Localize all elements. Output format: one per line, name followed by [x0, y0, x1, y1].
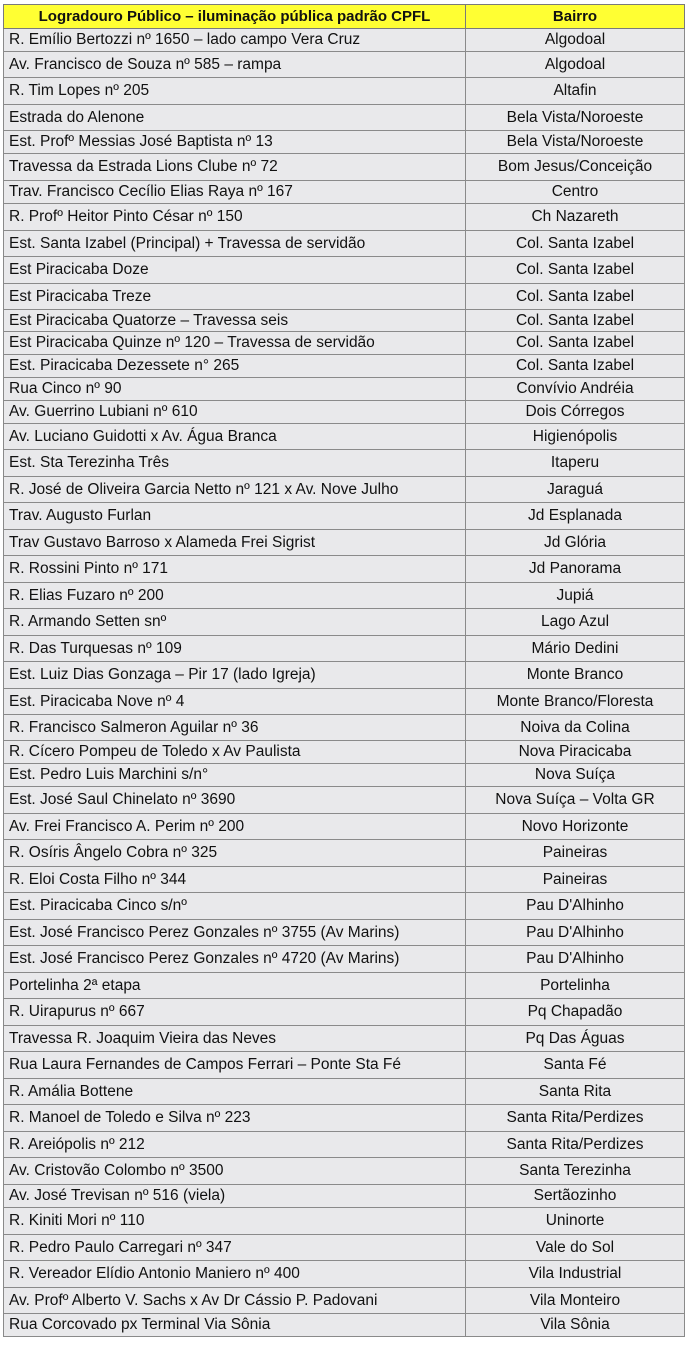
bairro-cell: Bela Vista/Noroeste [466, 131, 685, 154]
bairro-cell: Jd Panorama [466, 556, 685, 583]
logradouro-cell: R. Profº Heitor Pinto César nº 150 [4, 204, 466, 231]
logradouro-cell: R. Manoel de Toledo e Silva nº 223 [4, 1105, 466, 1132]
bairro-cell: Santa Terezinha [466, 1158, 685, 1185]
table-row [4, 1026, 685, 1052]
logradouro-cell: R. Areiópolis nº 212 [4, 1132, 466, 1158]
table-row [4, 556, 685, 583]
table-row [4, 1208, 685, 1235]
bairro-cell: Dois Córregos [466, 401, 685, 424]
logradouro-cell: Est. José Francisco Perez Gonzales nº 3755 (Av Marins) [4, 920, 466, 946]
logradouro-cell: Av. Francisco de Souza nº 585 – rampa [4, 52, 466, 78]
logradouro-cell: Av. Profº Alberto V. Sachs x Av Dr Cássio P. Padovani [4, 1288, 466, 1314]
table-row [4, 530, 685, 556]
logradouro-cell: R. Pedro Paulo Carregari nº 347 [4, 1235, 466, 1261]
logradouro-cell: R. Tim Lopes nº 205 [4, 78, 466, 105]
logradouro-cell: R. Elias Fuzaro nº 200 [4, 583, 466, 609]
logradouro-cell: Est. Piracicaba Cinco s/nº [4, 893, 466, 920]
logradouro-cell: R. Francisco Salmeron Aguilar nº 36 [4, 715, 466, 741]
logradouro-cell: R. Rossini Pinto nº 171 [4, 556, 466, 583]
bairro-cell: Pq Chapadão [466, 999, 685, 1026]
bairro-cell: Jupiá [466, 583, 685, 609]
logradouro-cell: Estrada do Alenone [4, 105, 466, 131]
logradouro-cell: R. Emílio Bertozzi nº 1650 – lado campo Vera Cruz [4, 29, 466, 52]
logradouro-cell: Travessa R. Joaquim Vieira das Neves [4, 1026, 466, 1052]
bairro-cell: Nova Suíça [466, 764, 685, 787]
logradouro-cell: Est Piracicaba Quatorze – Travessa seis [4, 310, 466, 332]
table-row [4, 840, 685, 867]
logradouro-cell: R. Amália Bottene [4, 1079, 466, 1105]
logradouro-cell: R. Osíris Ângelo Cobra nº 325 [4, 840, 466, 867]
bairro-cell: Monte Branco/Floresta [466, 689, 685, 715]
table-row [4, 764, 685, 787]
bairro-cell: Algodoal [466, 52, 685, 78]
bairro-cell: Col. Santa Izabel [466, 355, 685, 378]
logradouro-cell: Est. Piracicaba Nove nº 4 [4, 689, 466, 715]
bairro-cell: Monte Branco [466, 662, 685, 689]
table-row [4, 52, 685, 78]
logradouro-cell: Est. Piracicaba Dezessete n° 265 [4, 355, 466, 378]
table-row [4, 920, 685, 946]
bairro-cell: Novo Horizonte [466, 814, 685, 840]
bairro-cell: Col. Santa Izabel [466, 284, 685, 310]
table-row [4, 1079, 685, 1105]
bairro-cell: Lago Azul [466, 609, 685, 636]
bairro-cell: Vila Sônia [466, 1314, 685, 1337]
logradouro-cell: R. Cícero Pompeu de Toledo x Av Paulista [4, 741, 466, 764]
table-row [4, 662, 685, 689]
bairro-cell: Itaperu [466, 450, 685, 477]
logradouro-cell: Portelinha 2ª etapa [4, 973, 466, 999]
logradouro-cell: Av. José Trevisan nº 516 (viela) [4, 1185, 466, 1208]
table-row [4, 284, 685, 310]
bairro-cell: Pau D'Alhinho [466, 946, 685, 973]
logradouro-cell: Av. Cristovão Colombo nº 3500 [4, 1158, 466, 1185]
bairro-cell: Paineiras [466, 840, 685, 867]
logradouro-cell: Est. Profº Messias José Baptista nº 13 [4, 131, 466, 154]
street-lighting-table [3, 4, 685, 1337]
table-row [4, 946, 685, 973]
table-row [4, 78, 685, 105]
logradouro-cell: Est. Santa Izabel (Principal) + Travessa de servidão [4, 231, 466, 257]
logradouro-cell: Est Piracicaba Quinze nº 120 – Travessa de servidão [4, 332, 466, 355]
table-header-row [4, 5, 685, 29]
logradouro-cell: R. Armando Setten snº [4, 609, 466, 636]
bairro-cell: Paineiras [466, 867, 685, 893]
logradouro-cell: Travessa da Estrada Lions Clube nº 72 [4, 154, 466, 181]
table-row [4, 231, 685, 257]
table-row [4, 715, 685, 741]
bairro-cell: Portelinha [466, 973, 685, 999]
logradouro-cell: Est. José Saul Chinelato nº 3690 [4, 787, 466, 814]
bairro-cell: Col. Santa Izabel [466, 257, 685, 284]
logradouro-cell: Rua Cinco nº 90 [4, 378, 466, 401]
bairro-cell: Vila Industrial [466, 1261, 685, 1288]
bairro-cell: Higienópolis [466, 424, 685, 450]
bairro-cell: Col. Santa Izabel [466, 231, 685, 257]
table-row [4, 355, 685, 378]
bairro-cell: Vila Monteiro [466, 1288, 685, 1314]
table-row [4, 1235, 685, 1261]
bairro-cell: Vale do Sol [466, 1235, 685, 1261]
table-row [4, 1185, 685, 1208]
logradouro-cell: R. Das Turquesas nº 109 [4, 636, 466, 662]
table-row [4, 1261, 685, 1288]
logradouro-cell: R. Eloi Costa Filho nº 344 [4, 867, 466, 893]
table-row [4, 105, 685, 131]
bairro-cell: Centro [466, 181, 685, 204]
logradouro-cell: Rua Corcovado px Terminal Via Sônia [4, 1314, 466, 1337]
logradouro-cell: R. Vereador Elídio Antonio Maniero nº 400 [4, 1261, 466, 1288]
bairro-cell: Col. Santa Izabel [466, 310, 685, 332]
table-row [4, 1314, 685, 1337]
logradouro-cell: Est Piracicaba Doze [4, 257, 466, 284]
bairro-cell: Pq Das Águas [466, 1026, 685, 1052]
logradouro-cell: Est. Pedro Luis Marchini s/n° [4, 764, 466, 787]
table-row [4, 204, 685, 231]
table-row [4, 424, 685, 450]
table-row [4, 29, 685, 52]
bairro-cell: Mário Dedini [466, 636, 685, 662]
logradouro-cell: R. Uirapurus nº 667 [4, 999, 466, 1026]
table-row [4, 503, 685, 530]
table-row [4, 787, 685, 814]
table-row [4, 636, 685, 662]
table-row [4, 450, 685, 477]
logradouro-cell: Av. Frei Francisco A. Perim nº 200 [4, 814, 466, 840]
table-row [4, 1052, 685, 1079]
bairro-cell: Col. Santa Izabel [466, 332, 685, 355]
bairro-cell: Sertãozinho [466, 1185, 685, 1208]
bairro-cell: Pau D'Alhinho [466, 893, 685, 920]
logradouro-cell: Trav Gustavo Barroso x Alameda Frei Sigrist [4, 530, 466, 556]
table-row [4, 1132, 685, 1158]
logradouro-cell: Est. Luiz Dias Gonzaga – Pir 17 (lado Igreja) [4, 662, 466, 689]
header-logradouro: Logradouro Público – iluminação pública padrão CPFL [4, 5, 466, 29]
table-row [4, 814, 685, 840]
bairro-cell: Altafin [466, 78, 685, 105]
table-row [4, 131, 685, 154]
table-row [4, 583, 685, 609]
table-row [4, 181, 685, 204]
bairro-cell: Convívio Andréia [466, 378, 685, 401]
bairro-cell: Nova Suíça – Volta GR [466, 787, 685, 814]
logradouro-cell: Av. Luciano Guidotti x Av. Água Branca [4, 424, 466, 450]
bairro-cell: Santa Rita/Perdizes [466, 1132, 685, 1158]
header-bairro: Bairro [466, 5, 685, 29]
table-row [4, 1158, 685, 1185]
bairro-cell: Ch Nazareth [466, 204, 685, 231]
bairro-cell: Uninorte [466, 1208, 685, 1235]
table-row [4, 154, 685, 181]
table-row [4, 999, 685, 1026]
bairro-cell: Nova Piracicaba [466, 741, 685, 764]
bairro-cell: Pau D'Alhinho [466, 920, 685, 946]
bairro-cell: Noiva da Colina [466, 715, 685, 741]
table-row [4, 973, 685, 999]
table-row [4, 1105, 685, 1132]
table-row [4, 867, 685, 893]
table-row [4, 741, 685, 764]
table-row [4, 893, 685, 920]
bairro-cell: Santa Rita [466, 1079, 685, 1105]
bairro-cell: Santa Fé [466, 1052, 685, 1079]
table-row [4, 477, 685, 503]
bairro-cell: Jd Esplanada [466, 503, 685, 530]
table-body [4, 29, 685, 1337]
table-row [4, 1288, 685, 1314]
table-row [4, 401, 685, 424]
logradouro-cell: Est Piracicaba Treze [4, 284, 466, 310]
bairro-cell: Jaraguá [466, 477, 685, 503]
bairro-cell: Algodoal [466, 29, 685, 52]
logradouro-cell: Est. José Francisco Perez Gonzales nº 4720 (Av Marins) [4, 946, 466, 973]
table-row [4, 689, 685, 715]
bairro-cell: Jd Glória [466, 530, 685, 556]
table-row [4, 332, 685, 355]
table-row [4, 609, 685, 636]
logradouro-cell: R. José de Oliveira Garcia Netto nº 121 x Av. Nove Julho [4, 477, 466, 503]
logradouro-cell: Av. Guerrino Lubiani nº 610 [4, 401, 466, 424]
bairro-cell: Bela Vista/Noroeste [466, 105, 685, 131]
logradouro-cell: Rua Laura Fernandes de Campos Ferrari – Ponte Sta Fé [4, 1052, 466, 1079]
logradouro-cell: Trav. Francisco Cecílio Elias Raya nº 167 [4, 181, 466, 204]
logradouro-cell: Trav. Augusto Furlan [4, 503, 466, 530]
table-row [4, 310, 685, 332]
logradouro-cell: R. Kiniti Mori nº 110 [4, 1208, 466, 1235]
bairro-cell: Santa Rita/Perdizes [466, 1105, 685, 1132]
table-row [4, 257, 685, 284]
bairro-cell: Bom Jesus/Conceição [466, 154, 685, 181]
table-row [4, 378, 685, 401]
logradouro-cell: Est. Sta Terezinha Três [4, 450, 466, 477]
